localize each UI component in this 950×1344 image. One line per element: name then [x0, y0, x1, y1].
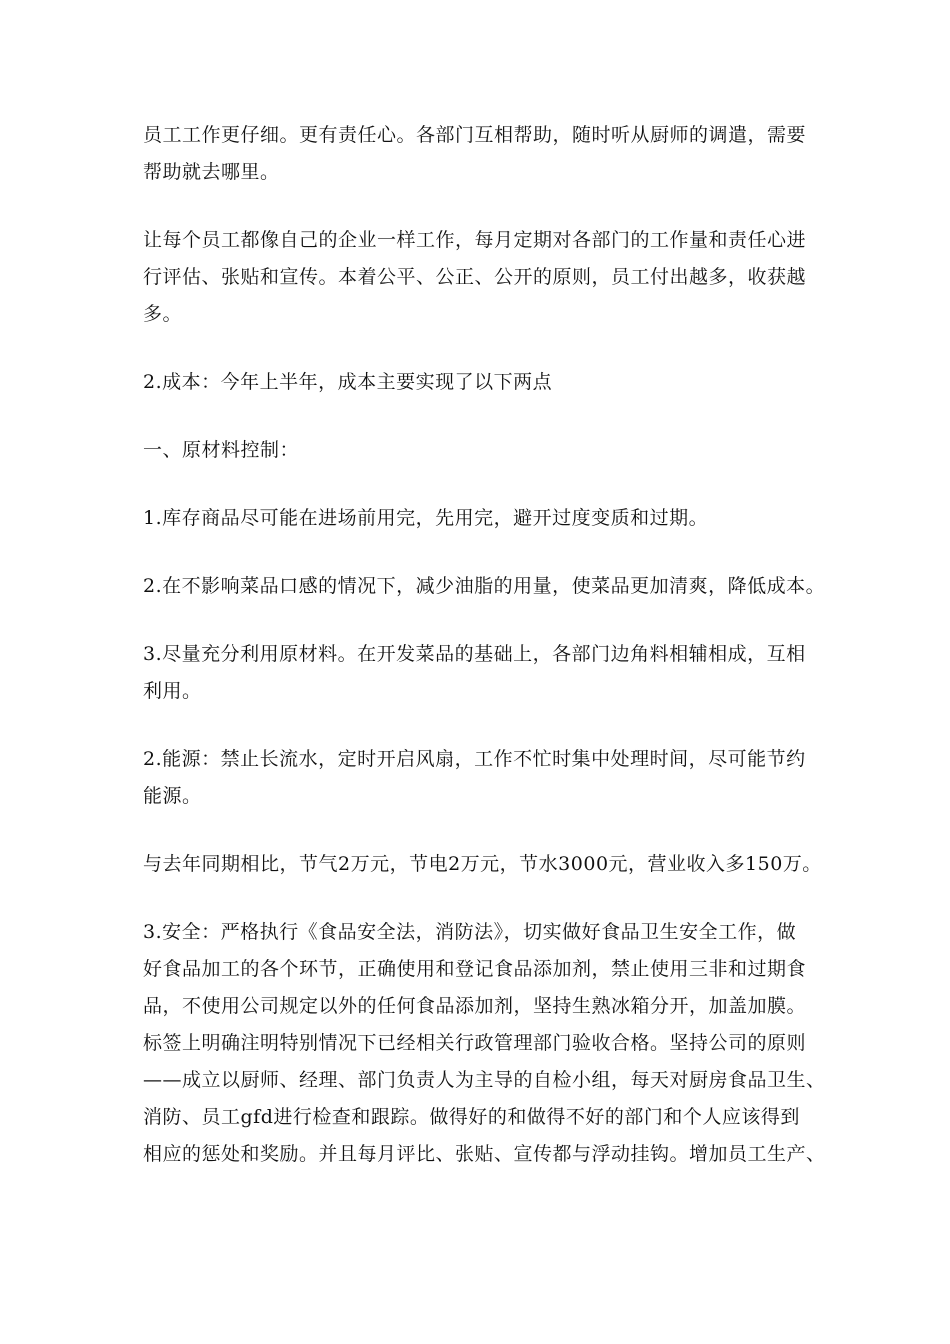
text-line: 品，不使用公司规定以外的任何食品添加剂，坚持生熟冰箱分开，加盖加膜。 — [143, 995, 807, 1017]
text-line: 让每个员工都像自己的企业一样工作，每月定期对各部门的工作量和责任心进 — [143, 229, 807, 251]
text-line: 3.安全：严格执行《食品安全法，消防法》，切实做好食品卫生安全工作，做 — [143, 921, 797, 943]
text-line: 员工工作更仔细。更有责任心。各部门互相帮助，随时听从厨师的调遣，需要 — [143, 124, 807, 146]
text-line: 1.库存商品尽可能在进场前用完，先用完，避开过度变质和过期。 — [143, 507, 709, 529]
paragraph-3 — [143, 364, 815, 401]
text-line: 消防、员工gfd进行检查和跟踪。做得好的和做得不好的部门和个人应该得到 — [143, 1106, 800, 1128]
text-line: 一、原材料控制： — [143, 439, 300, 461]
text-line: 3.尽量充分利用原材料。在开发菜品的基础上，各部门边角料相辅相成，互相 — [143, 643, 806, 665]
text-line: 帮助就去哪里。 — [143, 161, 280, 183]
text-line: 好食品加工的各个环节，正确使用和登记食品添加剂，禁止使用三非和过期食 — [143, 958, 807, 980]
text-line: 2.在不影响菜品口感的情况下，减少油脂的用量，使菜品更加清爽，降低成本。 — [143, 575, 826, 597]
text-line: 与去年同期相比，节气2万元，节电2万元，节水3000元，营业收入多150万。 — [143, 853, 822, 875]
paragraph-10 — [143, 914, 826, 1173]
paragraph-7 — [143, 636, 815, 710]
text-line: 标签上明确注明特别情况下已经相关行政管理部门验收合格。坚持公司的原则 — [143, 1032, 807, 1054]
text-line: 2.能源：禁止长流水，定时开启风扇，工作不忙时集中处理时间，尽可能节约 — [143, 748, 806, 770]
text-line: 行评估、张贴和宣传。本着公平、公正、公开的原则，员工付出越多，收获越 — [143, 266, 807, 288]
paragraph-2 — [143, 222, 815, 333]
document-body — [143, 117, 826, 1173]
paragraph-5 — [143, 500, 815, 537]
text-line: 2.成本：今年上半年，成本主要实现了以下两点 — [143, 371, 553, 393]
text-line: 能源。 — [143, 785, 202, 807]
paragraph-9 — [143, 846, 822, 883]
text-line: 利用。 — [143, 680, 202, 702]
paragraph-4 — [143, 432, 815, 469]
paragraph-8 — [143, 741, 815, 815]
paragraph-1 — [143, 117, 815, 191]
text-line: 相应的惩处和奖励。并且每月评比、张贴、宣传都与浮动挂钩。增加员工生产、 — [143, 1143, 826, 1165]
paragraph-6 — [143, 568, 826, 605]
text-line: ——成立以厨师、经理、部门负责人为主导的自检小组，每天对厨房食品卫生、 — [143, 1069, 826, 1091]
text-line: 多。 — [143, 303, 183, 325]
